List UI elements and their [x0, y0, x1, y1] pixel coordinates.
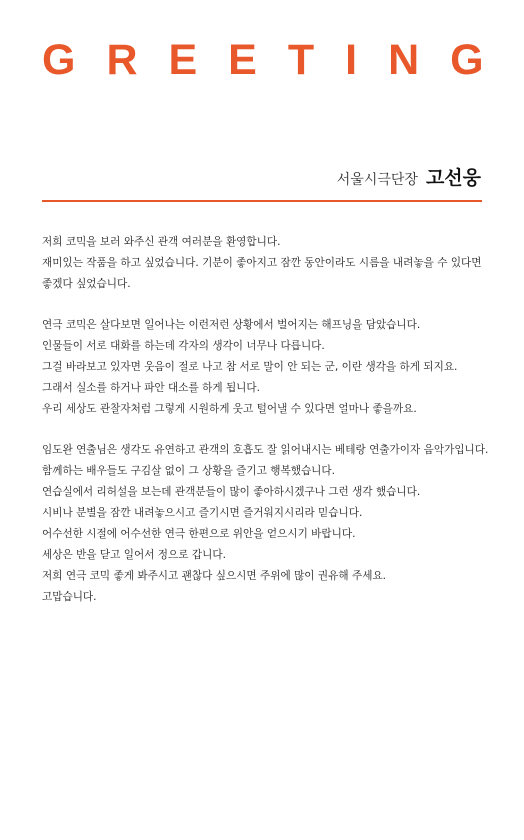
divider-rule [42, 200, 482, 202]
text-line: 세상은 반을 닫고 일어서 정으로 갑니다. [42, 549, 226, 561]
text-line: 임도완 연출님은 생각도 유연하고 관객의 호흡도 잘 읽어내시는 베테랑 연출가이자 음악가입니다. [42, 444, 489, 456]
paragraph-2 [42, 315, 487, 420]
text-line: 연습실에서 리허설을 보는데 관객분들이 많이 좋아하시겠구나 그런 생각 했습니다. [42, 486, 421, 498]
text-line: 시비나 분별을 잠깐 내려놓으시고 즐기시면 즐거워지시리라 믿습니다. [42, 507, 363, 519]
text-line: 저희 코믹을 보러 와주신 관객 여러분을 환영합니다. [42, 236, 281, 248]
text-line: 어수선한 시절에 어수선한 연극 한편으로 위안을 얻으시기 바랍니다. [42, 528, 356, 540]
text-line: 연극 코믹은 살다보면 일어나는 이런저런 상황에서 벌어지는 해프닝을 담았습니다. [42, 319, 421, 331]
text-line: 고맙습니다. [42, 591, 97, 603]
text-line: 그걸 바라보고 있자면 웃음이 절로 나고 참 서로 말이 안 되는 군, 이란 생각을 하게 되지요. [42, 361, 458, 373]
paragraph-1 [42, 232, 487, 295]
text-line: 재미있는 작품을 하고 싶었습니다. 기분이 좋아지고 잠깐 동안이라도 시름을 내려놓을 수 있다면 [42, 257, 482, 269]
author-signature [337, 163, 481, 190]
page-title: GREETING [42, 36, 515, 84]
author-role: 서울시극단장 [336, 172, 418, 188]
text-line: 저희 연극 코믹 좋게 봐주시고 괜찮다 싶으시면 주위에 많이 권유해 주세요. [42, 570, 387, 582]
text-line: 함께하는 배우들도 구김살 없이 그 상황을 즐기고 행복했습니다. [42, 465, 336, 477]
paragraph-3 [42, 440, 487, 608]
text-line: 우리 세상도 관찰자처럼 그렇게 시원하게 웃고 털어낼 수 있다면 얼마나 좋을까요. [42, 403, 417, 415]
text-line: 인물들이 서로 대화를 하는데 각자의 생각이 너무나 다릅니다. [42, 340, 325, 352]
text-line: 그래서 실소를 하거나 파안 대소를 하게 됩니다. [42, 382, 261, 394]
greeting-body [42, 232, 487, 628]
author-name: 고선웅 [425, 167, 481, 189]
text-line: 좋겠다 싶었습니다. [42, 278, 131, 290]
